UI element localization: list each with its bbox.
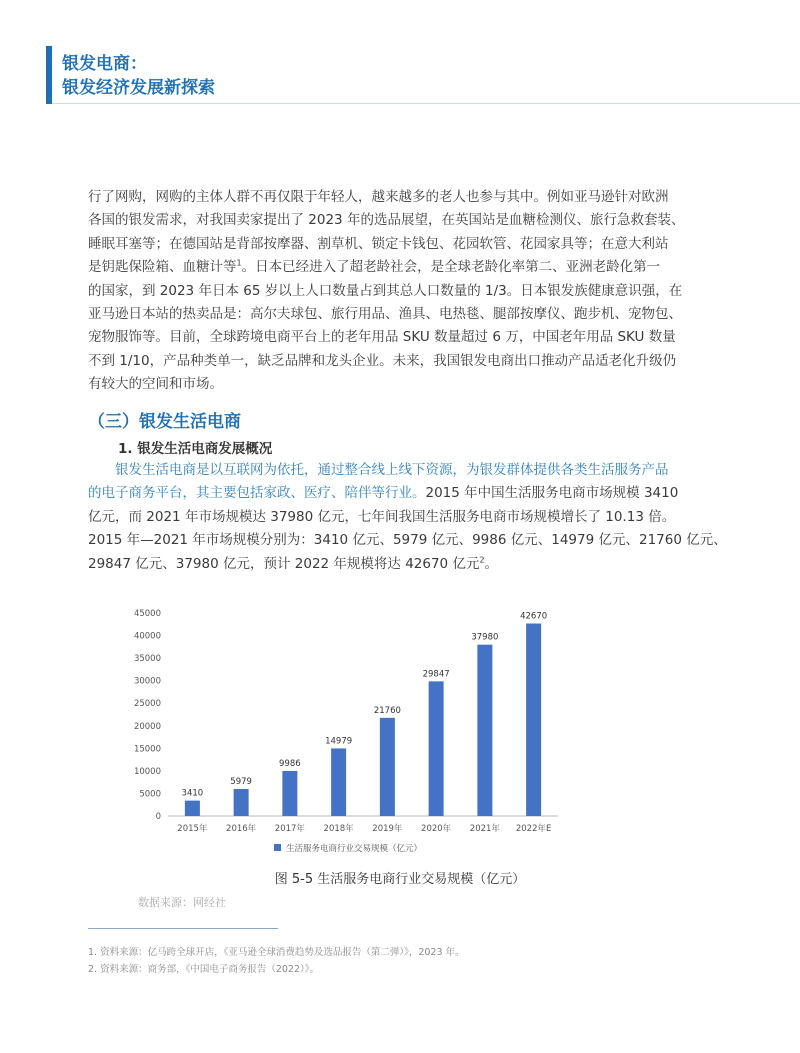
x-tick-label: 2016年 xyxy=(226,824,257,834)
text-line: 各国的银发需求，对我国卖家提出了 2023 年的选品展望，在英国站是血糖检测仪、旅行急救套装、 xyxy=(88,212,685,229)
data-label: 14979 xyxy=(325,736,353,747)
bar xyxy=(380,718,395,816)
data-label: 5979 xyxy=(230,777,252,788)
y-tick-label: 0 xyxy=(155,812,161,822)
text-line: 睡眠耳塞等；在德国站是背部按摩器、割草机、锁定卡钱包、花园软管、花园家具等；在意大利站 xyxy=(88,235,669,252)
y-tick-label: 45000 xyxy=(133,609,161,619)
x-tick-label: 2018年 xyxy=(323,824,354,834)
y-tick-label: 30000 xyxy=(133,676,161,687)
text-line: 行了网购，网购的主体人群不再仅限于年轻人，越来越多的老人也参与其中。例如亚马逊针对欧洲 xyxy=(88,189,669,205)
subsection-heading: 1. 银发生活电商发展概况 xyxy=(118,441,273,457)
data-label: 42670 xyxy=(520,611,548,622)
footnote-1: 1. 资料来源：亿马跨全球开店，《亚马逊全球消费趋势及选品报告（第二弹）》，2023 年。 xyxy=(88,947,465,958)
bar xyxy=(526,624,541,816)
text-line: 亿元，而 2021 年市场规模达 37980 亿元，七年间我国生活服务电商市场规模增长了 10.13 倍。 xyxy=(88,508,676,525)
text-line: 宠物服饰等。目前，全球跨境电商平台上的老年用品 SKU 数量超过 6 万，中国老年用品 SKU 数量 xyxy=(88,329,676,346)
y-tick-label: 15000 xyxy=(133,744,161,755)
footnote-divider xyxy=(88,928,278,929)
text-line: 是钥匙保险箱、血糖计等$^1$。日本已经进入了超老龄社会，是全球老龄化率第二、亚洲老龄化第一 xyxy=(88,258,661,276)
data-source: 数据来源：网经社 xyxy=(138,896,226,909)
data-label: 37980 xyxy=(471,632,499,643)
data-label: 3410 xyxy=(181,788,204,799)
x-tick-label: 2015年 xyxy=(177,824,208,834)
legend-swatch xyxy=(274,844,281,851)
x-tick-label: 2019年 xyxy=(372,824,403,834)
y-tick-label: 35000 xyxy=(133,654,161,665)
figure-caption: 图 5-5 生活服务电商行业交易规模（亿元） xyxy=(274,872,526,887)
highlight-text: 的电子商务平台，其主要包括家政、医疗、陪伴等行业。 xyxy=(88,485,426,502)
footnote-ref-2[interactable]: 2 xyxy=(479,555,485,565)
bar xyxy=(234,789,249,816)
highlight-text: 银发生活电商是以互联网为依托，通过整合线上线下资源，为银发群体提供各类生活服务产品 xyxy=(115,462,669,478)
data-label: 21760 xyxy=(373,705,401,716)
text-line: 29847 亿元、37980 亿元，预计 2022 年规模将达 42670 亿元$^2$。 xyxy=(88,555,499,572)
y-tick-label: 40000 xyxy=(133,631,161,642)
text-line: 的电子商务平台，其主要包括家政、医疗、陪伴等行业。2015 年中国生活服务电商市场规模 3410 xyxy=(88,485,679,502)
chapter-title-line1: 银发电商： xyxy=(62,54,147,74)
data-label: 29847 xyxy=(422,669,450,680)
bar xyxy=(331,748,346,816)
y-tick-label: 5000 xyxy=(139,789,161,800)
x-tick-label: 2022年E xyxy=(515,824,552,834)
x-tick-label: 2017年 xyxy=(274,824,305,834)
y-tick-label: 10000 xyxy=(133,766,161,777)
y-tick-label: 20000 xyxy=(133,721,161,732)
y-tick-label: 25000 xyxy=(133,699,161,710)
footnote-2: 2. 资料来源：商务部，《中国电子商务报告（2022）》。 xyxy=(88,964,320,975)
bar xyxy=(429,681,444,816)
section-heading: （三）银发生活电商 xyxy=(88,412,241,432)
bar xyxy=(282,771,297,816)
chapter-title-line2: 银发经济发展新探索 xyxy=(62,78,215,98)
text-line: 不到 1/10，产品种类单一，缺乏品牌和龙头企业。未来，我国银发电商出口推动产品适老化升级仍 xyxy=(88,352,677,369)
legend-label: 生活服务电商行业交易规模（亿元） xyxy=(286,844,423,854)
x-tick-label: 2020年 xyxy=(421,824,452,834)
x-tick-label: 2021年 xyxy=(469,824,500,834)
text-line: 有较大的空间和市场。 xyxy=(88,376,223,393)
text-line: 亚马逊日本站的热卖品是：高尔夫球包、旅行用品、渔具、电热毯、腿部按摩仪、跑步机、宠物包、 xyxy=(88,306,682,323)
text-line: 的国家，到 2023 年日本 65 岁以上人口数量占到其总人口数量的 1/3。日本银发族健康意识强，在 xyxy=(88,282,683,299)
data-label: 9986 xyxy=(279,758,301,769)
bar xyxy=(477,645,492,816)
footnote-ref-1[interactable]: 1 xyxy=(236,258,242,268)
bar xyxy=(185,801,200,816)
text-line: 2015 年—2021 年市场规模分别为：3410 亿元、5979 亿元、9986 亿元、14979 亿元、21760 亿元、 xyxy=(88,532,727,549)
